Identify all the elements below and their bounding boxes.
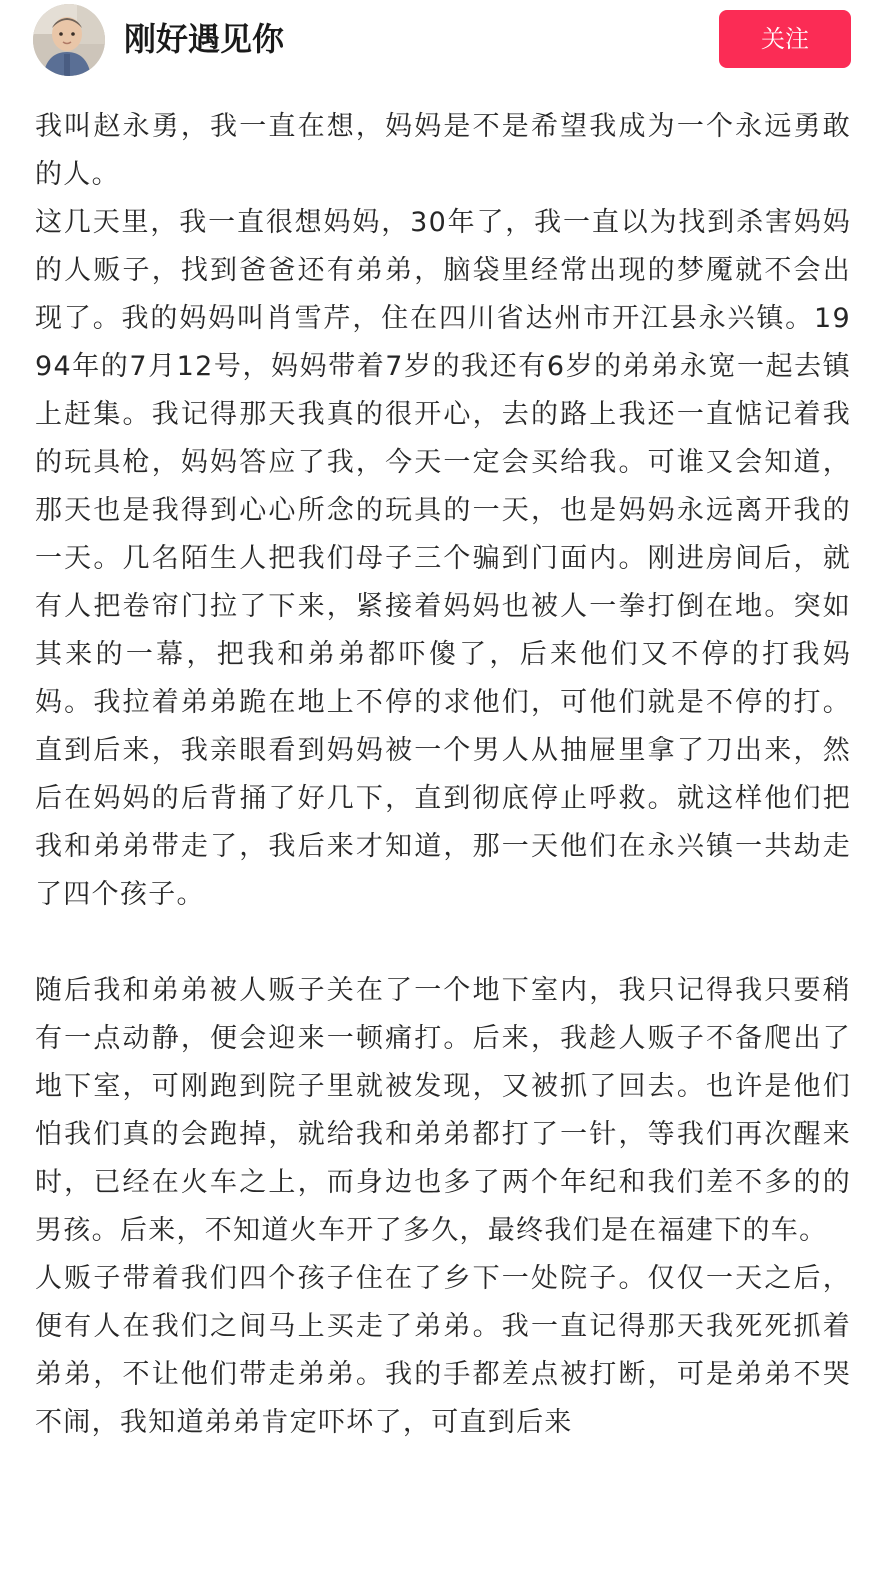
- post-header: [0, 0, 886, 84]
- paragraph: 我叫赵永勇，我一直在想，妈妈是不是希望我成为一个永远勇敢的人。: [35, 111, 851, 190]
- paragraph: 人贩子带着我们四个孩子住在了乡下一处院子。仅仅一天之后，便有人在我们之间马上买走了弟弟。我一直记得那天我死死抓着弟弟，不让他们带走弟弟。我的手都差点被打断，可是弟弟不哭不闹，我知道弟弟肯定吓坏了，可直到后来: [35, 1263, 851, 1438]
- avatar-photo: [33, 4, 105, 76]
- paragraph: 这几天里，我一直很想妈妈，30年了，我一直以为找到杀害妈妈的人贩子，找到爸爸还有弟弟，脑袋里经常出现的梦魇就不会出现了。我的妈妈叫肖雪芹，住在四川省达州市开江县永兴镇。1994年的7月12号，妈妈带着7岁的我还有6岁的弟弟永宽一起去镇上赶集。我记得那天我真的很开心，去的路上我还一直惦记着我的玩具枪，妈妈答应了我，今天一定会买给我。可谁又会知道，那天也是我得到心心所念的玩具的一天，也是妈妈永远离开我的一天。几名陌生人把我们母子三个骗到门面内。刚进房间后，就有人把卷帘门拉了下来，紧接着妈妈也被人一拳打倒在地。突如其来的一幕，把我和弟弟都吓傻了，后来他们又不停的打我妈妈。我拉着弟弟跪在地上不停的求他们，可他们就是不停的打。直到后来，我亲眼看到妈妈被一个男人从抽屉里拿了刀出来，然后在妈妈的后背捅了好几下，直到彻底停止呼救。就这样他们把我和弟弟带走了，我后来才知道，那一天他们在永兴镇一共劫走了四个孩子。: [35, 207, 851, 910]
- paragraph: 随后我和弟弟被人贩子关在了一个地下室内，我只记得我只要稍有一点动静，便会迎来一顿痛打。后来，我趁人贩子不备爬出了地下室，可刚跑到院子里就被发现，又被抓了回去。也许是他们怕我们真的会跑掉，就给我和弟弟都打了一针，等我们再次醒来时，已经在火车之上，而身边也多了两个年纪和我们差不多的的男孩。后来，不知道火车开了多久，最终我们是在福建下的车。: [35, 975, 851, 1246]
- username[interactable]: 刚好遇见你: [124, 20, 285, 58]
- avatar[interactable]: [33, 4, 105, 76]
- article-body: [35, 103, 851, 1447]
- follow-button[interactable]: 关注: [719, 10, 851, 68]
